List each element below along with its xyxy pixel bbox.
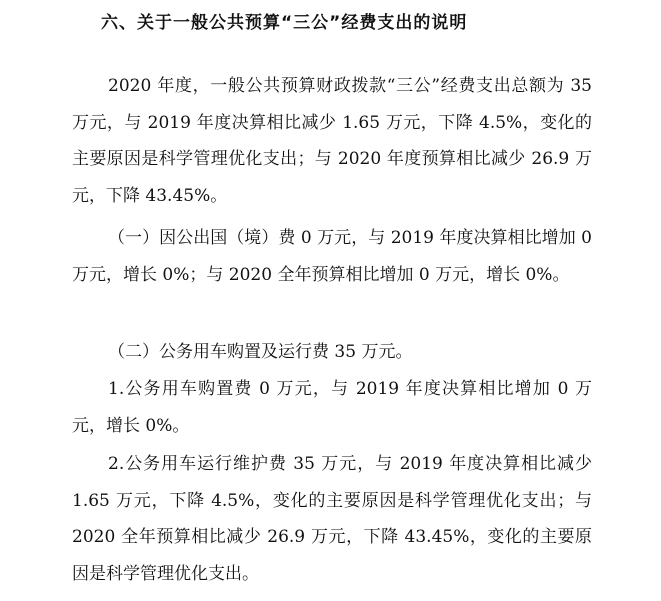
paragraph-vehicle-purchase: 1.公务用车购置费 0 万元，与 2019 年度决算相比增加 0 万元，增长 0%。 [72, 379, 592, 436]
paragraph-overseas-expense: （一）因公出国（境）费 0 万元，与 2019 年度决算相比增加 0 万元，增长 0%；与 2020 全年预算相比增加 0 万元，增长 0%。 [72, 228, 592, 285]
paragraph-overview: 2020 年度，一般公共预算财政拨款“三公”经费支出总额为 35 万元，与 2019 年度决算相比减少 1.65 万元，下降 4.5%，变化的主要原因是科学管理优化支出；与 2020 年度预算相比减少 26.9 万元，下降 43.45%。 [72, 76, 592, 206]
section-heading: 六、关于一般公共预算“三公”经费支出的说明 [101, 13, 468, 33]
paragraph-vehicle-operation: 2.公务用车运行维护费 35 万元，与 2019 年度决算相比减少 1.65 万元，下降 4.5%，变化的主要原因是科学管理优化支出；与 2020 全年预算相比减少 26.9 万元，下降 43.45%，变化的主要原因是科学管理优化支出。 [72, 454, 592, 584]
paragraph-vehicle-total: （二）公务用车购置及运行费 35 万元。 [108, 342, 413, 362]
